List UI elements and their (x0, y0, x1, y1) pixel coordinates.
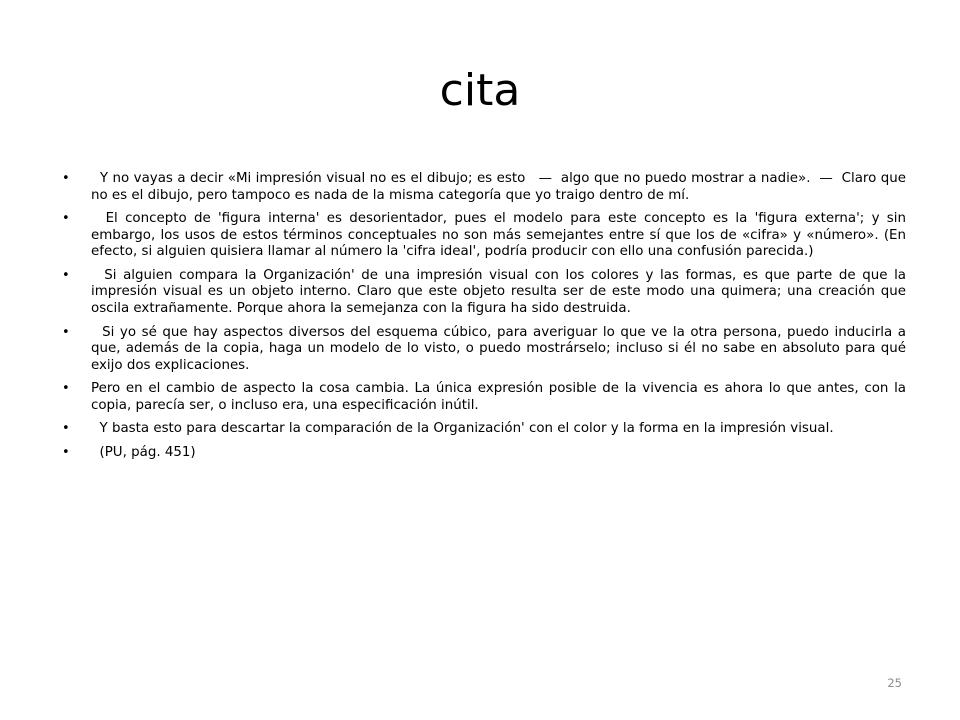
bullet-icon: • (62, 324, 70, 340)
slide-title: cita (439, 65, 521, 116)
list-item (62, 211, 906, 261)
paragraph-text: (PU, pág. 451) (91, 445, 196, 461)
list-item (62, 445, 906, 462)
list-item (62, 325, 906, 375)
list-item (62, 268, 906, 318)
paragraph-text: El concepto de 'figura interna' es desorientador, pues el modelo para este concepto es la 'figura externa'; y sin embargo, los usos de estos términos conceptuales no son más semejantes entre sí que los de «cifra» y «número». (En efecto, si alguien quisiera llamar al número la 'cifra ideal', podría producir con ello una confusión parecida.) (91, 211, 906, 260)
bullet-list (62, 171, 906, 469)
paragraph-text: Y basta esto para descartar la comparación de la Organización' con el color y la forma en la impresión visual. (91, 421, 834, 437)
page-number: 25 (887, 676, 902, 690)
bullet-icon: • (62, 211, 70, 227)
bullet-icon: • (62, 381, 70, 397)
paragraph-text: Y no vayas a decir «Mi impresión visual no es el dibujo; es esto — algo que no puedo mostrar a nadie». — Claro que no es el dibujo, pero tampoco es nada de la misma categoría que yo traigo dentro de mí. (91, 171, 906, 203)
bullet-icon: • (62, 445, 70, 461)
paragraph-text: Pero en el cambio de aspecto la cosa cambia. La única expresión posible de la vivencia es ahora lo que antes, con la copia, parecía ser, o incluso era, una especificación inútil. (91, 381, 906, 413)
bullet-icon: • (62, 267, 70, 283)
paragraph-text: Si alguien compara la Organización' de una impresión visual con los colores y las formas, es que parte de que la impresión visual es un objeto interno. Claro que este objeto resulta ser de este modo una quimera; una creación que oscila extrañamente. Porque ahora la semejanza con la figura ha sido destruida. (91, 267, 906, 316)
list-item (62, 171, 906, 204)
bullet-icon: • (62, 421, 70, 437)
paragraph-text: Si yo sé que hay aspectos diversos del esquema cúbico, para averiguar lo que ve la otra persona, puedo inducirla a que, además de la copia, haga un modelo de lo visto, o puedo mostrárselo; incluso si él no sabe en absoluto para qué exijo dos explicaciones. (91, 324, 906, 373)
list-item (62, 421, 906, 438)
bullet-icon: • (62, 171, 70, 186)
list-item (62, 381, 906, 414)
